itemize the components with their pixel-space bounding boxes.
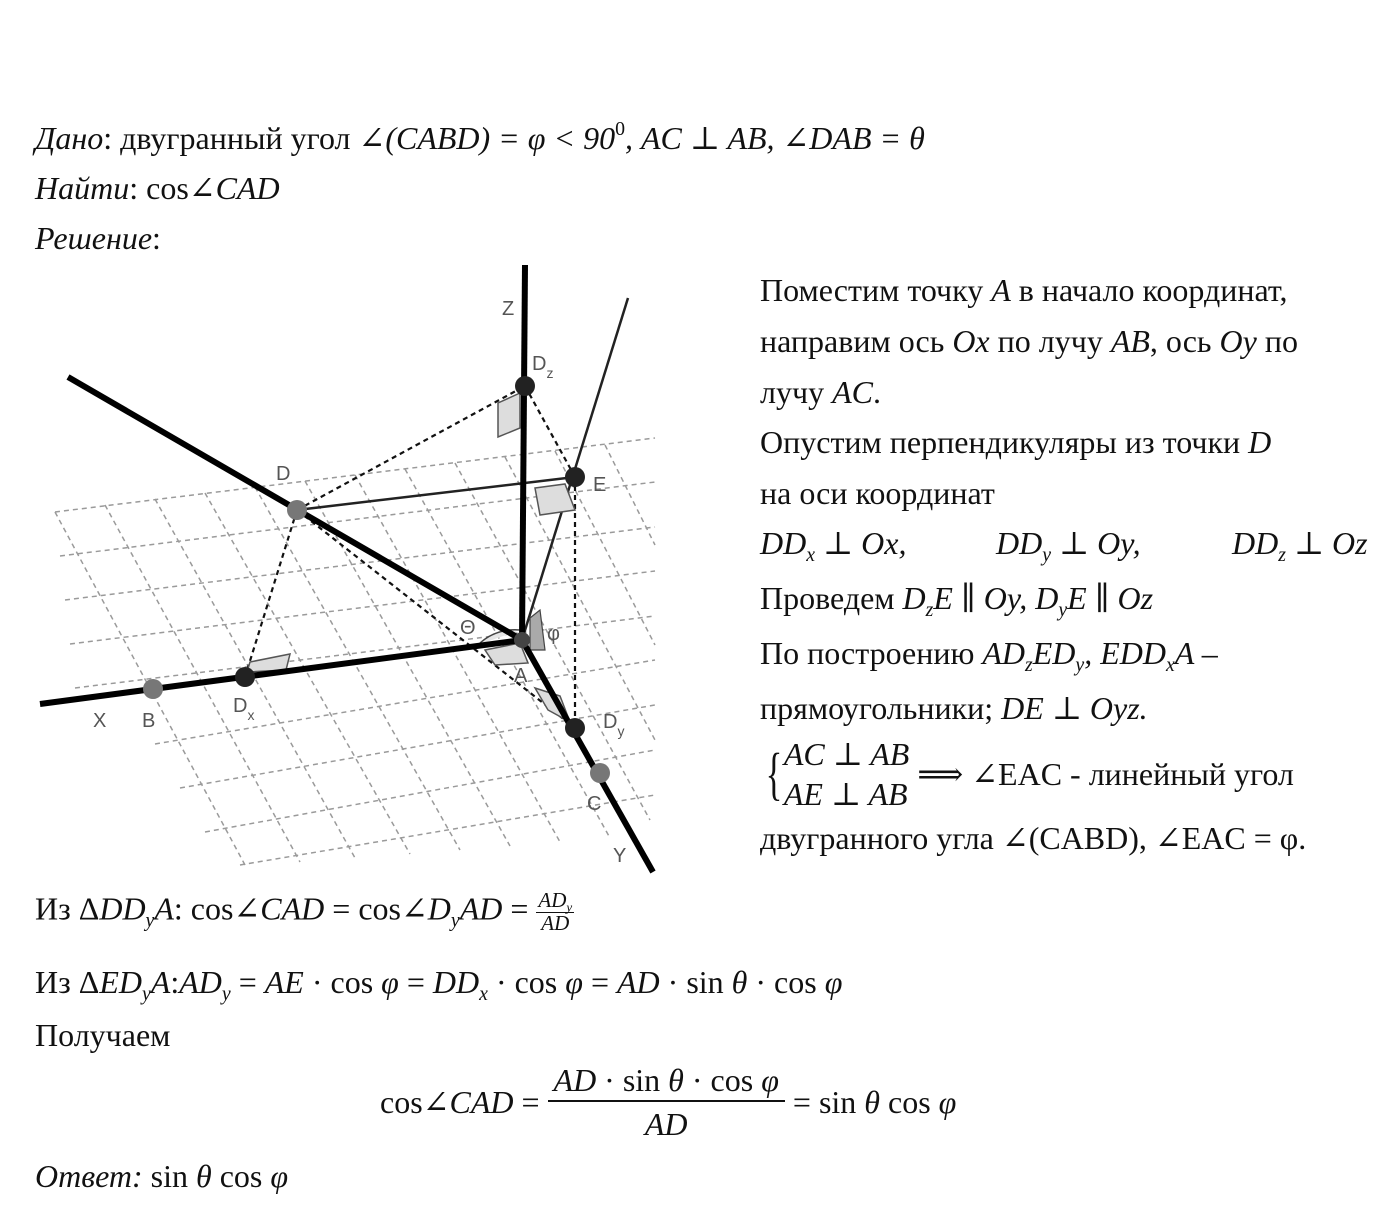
phi-arc: [530, 610, 545, 650]
explanation-line-8: По построению $AD_zED_y$, $EDD_xA$ –: [760, 635, 1218, 676]
segment-DE: [297, 477, 575, 510]
derivation-line-2: Из $\Delta ED_yA:AD_y$ = AE · $\cos \varphi = DD_x \cdot \cos \varphi$ = AD · sin θ · cos φ: [35, 964, 843, 1005]
label-D: D: [276, 463, 291, 485]
label-Dz: $D_z$: [532, 353, 554, 381]
solution-label: Решение: [35, 220, 153, 256]
find-expr: CAD: [215, 170, 280, 206]
explanation-line-3: лучу AC.: [760, 374, 881, 410]
point-E: [565, 467, 585, 487]
find-line: [35, 172, 280, 204]
point-B: [143, 679, 163, 699]
figure-labels: [93, 298, 626, 867]
explanation-line-9: прямоугольники; DE ⊥ Oyz.: [760, 690, 1148, 726]
axes: [40, 265, 653, 872]
final-fraction: $\frac{\text{AD · sin θ · cos φ}}{AD}$: [548, 1064, 785, 1140]
label-Dy: $D_y$: [603, 711, 625, 739]
explanation-line-6c: $DD_z$ ⊥ Oz: [1232, 525, 1368, 566]
label-Z: Z: [502, 298, 515, 320]
explanation-line-4: Опустим перпендикуляры из точки D: [760, 424, 1272, 460]
system-brace: {: [765, 741, 783, 806]
find-text: : cos∠: [129, 170, 216, 206]
explanation-line-5: на оси координат: [760, 475, 995, 511]
explanation-line-1: Поместим точку A в начало координат,: [760, 272, 1288, 308]
system-equations: AC ⊥ AB AE ⊥ AB: [783, 736, 910, 812]
label-C: C: [587, 793, 602, 815]
point-Dy: [565, 718, 585, 738]
derivation-line-3: Получаем: [35, 1017, 171, 1053]
label-A: A: [514, 665, 528, 687]
geometry-figure: [0, 250, 700, 890]
explanation-line-7: Проведем $D_zE$ ∥ Oy, $D_yE$ ∥ Oz: [760, 580, 1154, 621]
given-label: Дано: [35, 120, 104, 156]
label-B: B: [142, 710, 156, 732]
label-theta: Θ: [460, 617, 476, 639]
label-Dx: $D_x$: [233, 695, 255, 723]
derivation-line-1: Из $\Delta DD_yA$: cos∠CAD = $\cos\angle D_yAD$ = $\frac{AD_y}{AD}$: [35, 888, 573, 935]
label-Y: Y: [613, 845, 627, 867]
explanation-line-11: двугранного угла ∠(CABD), ∠EAC = φ.: [760, 820, 1307, 856]
point-A: [514, 632, 530, 648]
given-expr: ∠(CABD) = φ < 90: [358, 120, 616, 156]
final-formula: cos∠CAD = $\frac{\text{AD · sin θ · cos φ}}{AD}$ = sin θ cos φ: [380, 1062, 957, 1142]
label-phi: φ: [547, 623, 560, 645]
explanation-system: { AC ⊥ AB AE ⊥ AB ⟹ ∠EAC - линейный угол: [765, 736, 1294, 812]
given-rest: , AC ⊥ AB, ∠DAB = θ: [624, 120, 925, 156]
label-E: E: [593, 474, 607, 496]
given-text: : двугранный угол: [103, 120, 359, 156]
given-sup: 0: [615, 118, 625, 141]
answer-line: Ответ: sin θ cos φ: [35, 1158, 289, 1194]
point-Dx: [235, 667, 255, 687]
explanation-line-6b: $DD_y$ ⊥ Oy,: [996, 525, 1141, 566]
point-Dz: [515, 376, 535, 396]
explanation-line-2: направим ось Ox по лучу AB, ось Oy по: [760, 323, 1298, 359]
point-D: [287, 500, 307, 520]
solution-colon: :: [152, 220, 161, 256]
find-label: Найти: [35, 170, 130, 206]
answer-label: Ответ:: [35, 1158, 143, 1194]
point-C: [590, 763, 610, 783]
given-line: [35, 118, 925, 156]
label-X: X: [93, 710, 107, 732]
fraction-ADy-AD: $\frac{AD_y}{AD}$: [538, 888, 573, 935]
explanation-line-6a: $DD_x$ ⊥ Ox,: [760, 525, 907, 566]
